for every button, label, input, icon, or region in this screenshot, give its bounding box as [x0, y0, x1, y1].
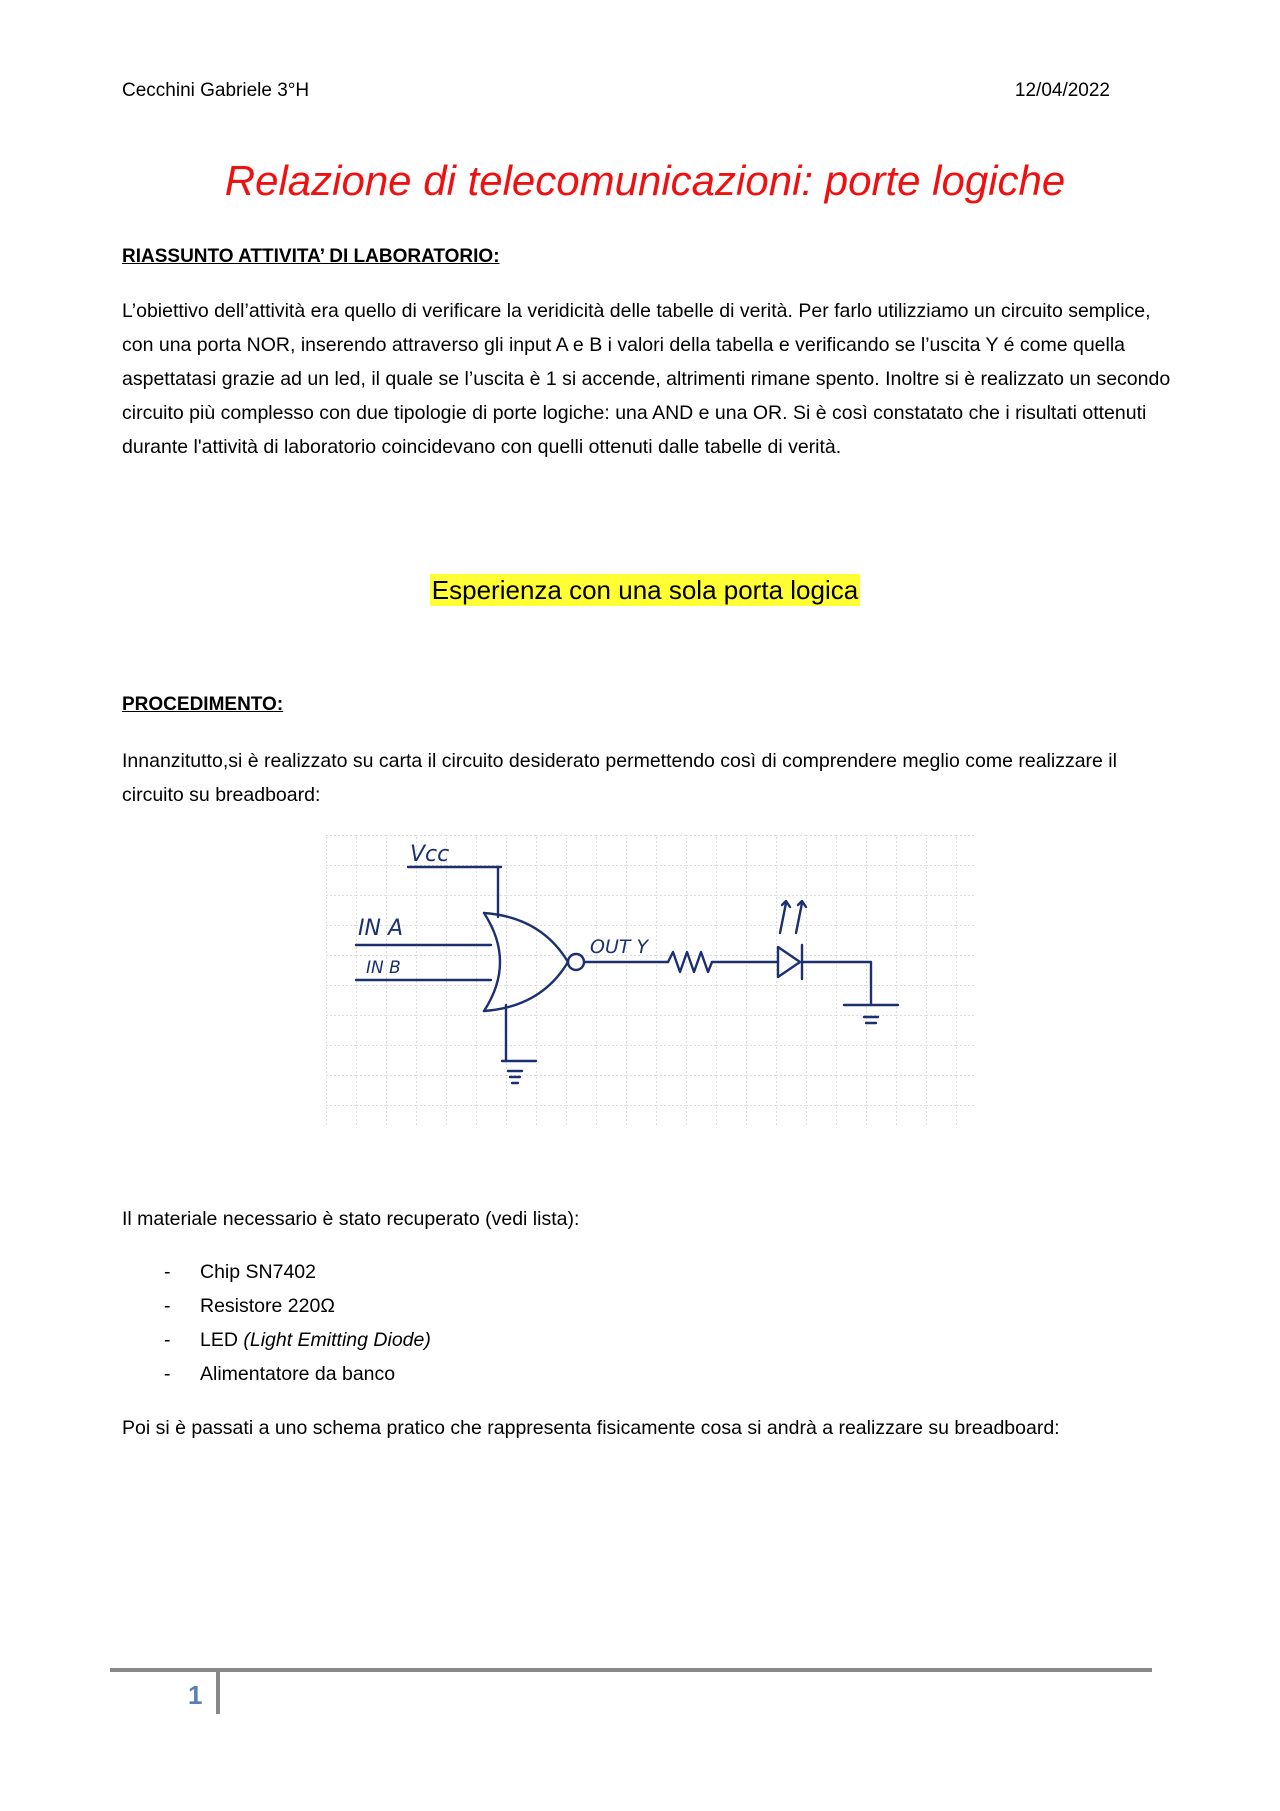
vcc-label: Vcc: [410, 842, 450, 867]
experience-title: Esperienza con una sola porta logica: [431, 575, 859, 605]
header-date: 12/04/2022: [1014, 80, 1110, 101]
experience-title-wrap: [0, 575, 1280, 606]
input-b-label: IN B: [366, 958, 401, 978]
list-item: - Chip SN7402: [164, 1261, 316, 1283]
summary-paragraph: L’obiettivo dell’attività era quello di verificare la veridicità delle tabelle di verità. Per farlo utilizziamo un circuito semplice, con una porta NOR, inserendo attraverso gli input A e B i valori della tabella e verificando se l’uscita Y é come quella aspettatasi grazie ad un led, il quale se l’uscita è 1 si accende, altrimenti rimane spento. Inoltre si è realizzato un secondo circuito più complesso con due tipologie di porte logiche: una AND e una OR. Si è così constatato che i risultati ottenuti durante l'attività di laboratorio coincidevano con quelli ottenuti dalle tabelle di verità.: [122, 300, 1171, 458]
procedure-outro: Poi si è passati a uno schema pratico che rappresenta fisicamente cosa si andrà a realizzare su breadboard:: [122, 1417, 1060, 1439]
materials-list: [122, 1255, 1022, 1391]
circuit-diagram: [326, 835, 974, 1125]
procedure-intro: Innanzitutto,si è realizzato su carta il circuito desiderato permettendo così di comprendere meglio come realizzare il circuito su breadboard:: [122, 750, 1117, 806]
list-item: - Resistore 220Ω: [164, 1295, 335, 1317]
summary-heading: RIASSUNTO ATTIVITA’ DI LABORATORIO:: [122, 246, 500, 267]
list-item: - Alimentatore da banco: [164, 1363, 396, 1385]
footer-rule: [110, 1668, 1152, 1672]
procedure-heading: PROCEDIMENTO:: [122, 694, 284, 715]
page-title: Relazione di telecomunicazioni: porte logiche: [224, 157, 1066, 204]
circuit-diagram-svg: [326, 835, 974, 1125]
materials-intro: Il materiale necessario è stato recuperato (vedi lista):: [122, 1208, 580, 1230]
list-item: - LED (Light Emitting Diode): [164, 1329, 431, 1351]
footer-divider: [216, 1668, 220, 1714]
input-a-label: IN A: [358, 916, 403, 941]
output-label: OUT Y: [590, 936, 649, 958]
header-author: Cecchini Gabriele 3°H: [122, 80, 310, 101]
page-number: 1: [188, 1680, 203, 1710]
